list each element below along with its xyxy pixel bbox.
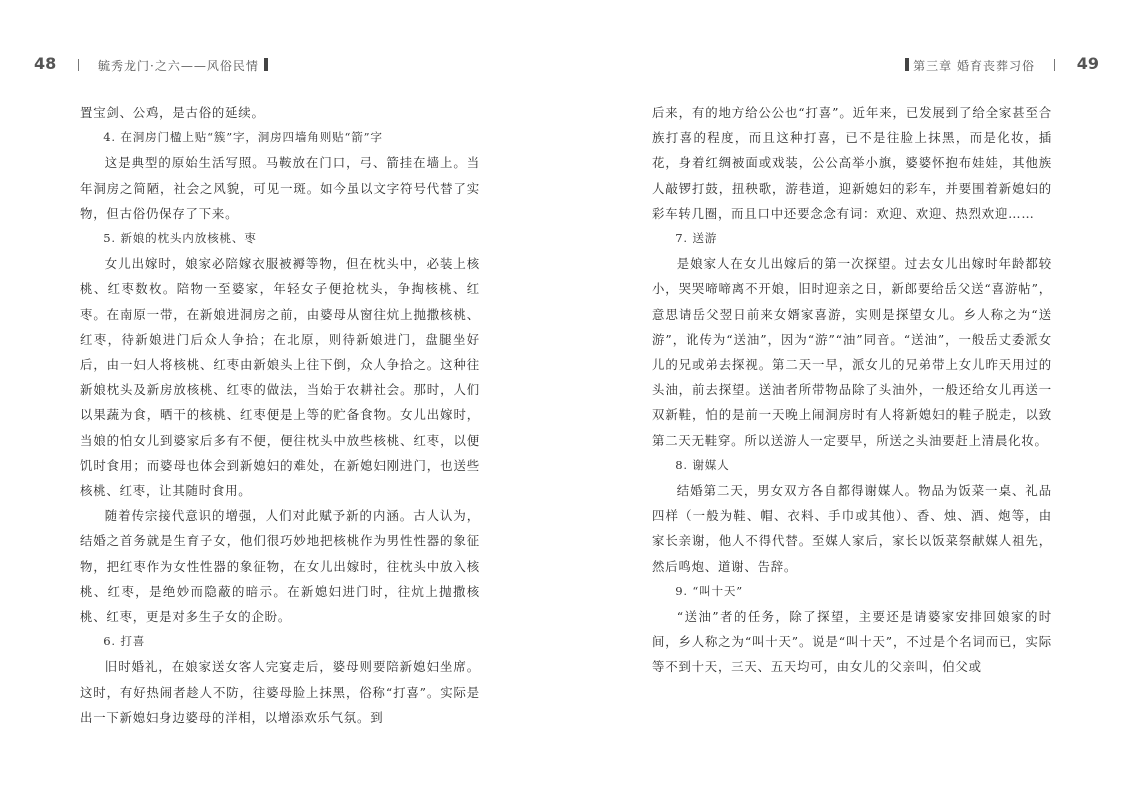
left-page-header [34, 50, 546, 80]
paragraph: 旧时婚礼，在娘家送女客人完宴走后，婆母则要陪新媳妇坐席。这时，有好热闹者趁人不防，往婆母脸上抹黑，俗称“打喜”。实际是出一下新媳妇身边婆母的洋相，以增添欢乐气氛。到 [80, 659, 480, 725]
right-page [567, 0, 1133, 799]
section-heading: 7. 送游 [675, 231, 718, 246]
paragraph: 结婚第二天，男女双方各自都得谢媒人。物品为饭菜一桌、礼品四样（一般为鞋、帽、衣料、手巾或其他）、香、烛、酒、炮等，由家长亲谢，他人不得代替。至媒人家后，家长以饭菜祭献媒人祖先，然后鸣炮、道谢、告辞。 [652, 483, 1052, 574]
right-page-header [867, 50, 1099, 80]
paragraph: 女儿出嫁时，娘家必陪嫁衣服被褥等物，但在枕头中，必装上核桃、红枣数枚。陪物一至婆家，年轻女子便抢枕头，争掏核桃、红枣。在南原一带，在新娘进洞房之前，由婆母从窗往炕上抛撒核桃、红枣，待新娘进门后众人争拾；在北原，则待新娘进门，盘腿坐好后，由一妇人将核桃、红枣由新娘头上往下倒，众人争拾之。这种往新娘枕头及新房放核桃、红枣的做法，当始于农耕社会。那时，人们以果蔬为食，晒干的核桃、红枣便是上等的贮备食物。女儿出嫁时，当娘的怕女儿到婆家后多有不便，便往枕头中放些核桃、红枣，以便饥时食用；而婆母也体会到新媳妇的难处，在新媳妇刚进门，也送些核桃、红枣，让其随时食用。 [80, 256, 480, 499]
paragraph: “送油”者的任务，除了探望，主要还是请婆家安排回娘家的时间，乡人称之为“叫十天”。说是“叫十天”，不过是个名词而已，实际等不到十天，三天、五天均可，由女儿的父亲叫，伯父或 [652, 609, 1052, 675]
section-heading: 9. “叫十天” [675, 583, 743, 598]
paragraph: 是娘家人在女儿出嫁后的第一次探望。过去女儿出嫁时年龄都较小，哭哭啼啼离不开娘，旧时迎亲之日，新郎要给岳父送“喜游帖”，意思请岳父翌日前来女婿家喜游，实则是探望女儿。乡人称之为“送游”，讹传为“送油”，因为“游”“油”同音。“送油”，一般岳丈委派女儿的兄或弟去探视。第二天一早，派女儿的兄弟带上女儿昨天用过的头油，前去探望。送油者所带物品除了头油外，一般还给女儿再送一双新鞋，怕的是前一天晚上闹洞房时有人将新媳妇的鞋子脱走，以致第二天无鞋穿。所以送游人一定要早，所送之头油要赶上清晨化妆。 [652, 256, 1052, 448]
chapter-title: 第三章 婚育丧葬习俗 [913, 59, 1035, 73]
left-page [0, 0, 566, 799]
paragraph: 随着传宗接代意识的增强，人们对此赋予新的内涵。古人认为，结婚之首务就是生育子女，他们很巧妙地把核桃作为男性性器的象征物，把红枣作为女性性器的象征物，在女儿出嫁时，往枕头中放入核桃、红枣，是绝妙而隐蔽的暗示。在新媳妇进门时，往炕上抛撒核桃、红枣，更是对多生子女的企盼。 [80, 508, 480, 625]
section-heading: 4. 在洞房门楹上贴“簇”字，洞房四墙角则贴“箭”字 [103, 130, 383, 145]
header-divider [1054, 59, 1055, 71]
section-heading: 8. 谢媒人 [675, 457, 730, 472]
header-marker [905, 58, 909, 71]
left-page-body [80, 100, 480, 730]
book-title: 毓秀龙门·之六——风俗民情 [98, 59, 259, 73]
header-marker [264, 58, 268, 71]
page-number: 49 [1076, 54, 1099, 73]
paragraph: 这是典型的原始生活写照。马鞍放在门口，弓、箭挂在墙上。当年洞房之简陋，社会之风貌，可见一斑。如今虽以文字符号代替了实物，但古俗仍保存了下来。 [80, 155, 480, 221]
paragraph: 置宝剑、公鸡，是古俗的延续。 [80, 105, 265, 120]
section-heading: 6. 打喜 [103, 634, 146, 649]
paragraph: 后来，有的地方给公公也“打喜”。近年来，已发展到了给全家甚至合族打喜的程度，而且这种打喜，已不是往脸上抹黑，而是化妆，插花，身着红绸被面或戏装，公公高举小旗，婆婆怀抱布娃娃，其他族人敲锣打鼓，扭秧歌，游巷道，迎新媳妇的彩车，并要围着新媳妇的彩车转几圈，而且口中还要念念有词：欢迎、欢迎、热烈欢迎…… [652, 105, 1052, 221]
header-divider [78, 59, 79, 71]
page-number: 48 [34, 54, 57, 73]
right-page-body [652, 100, 1052, 680]
section-heading: 5. 新娘的枕头内放核桃、枣 [103, 231, 257, 246]
